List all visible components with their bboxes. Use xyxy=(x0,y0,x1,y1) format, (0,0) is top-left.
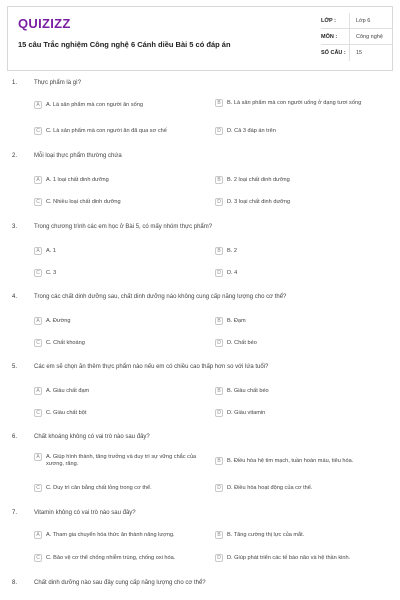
option-b[interactable] xyxy=(215,458,390,465)
meta-row-grade xyxy=(321,13,393,29)
option-text: C. Duy trì cân bằng chất lỏng trong cơ thể. xyxy=(46,485,152,491)
question-number: 2. xyxy=(12,153,18,159)
option-d[interactable] xyxy=(215,270,390,277)
option-letter-badge: B xyxy=(215,317,223,325)
option-letter-badge: D xyxy=(215,339,223,347)
option-a[interactable] xyxy=(34,454,204,468)
option-a[interactable] xyxy=(34,388,204,395)
question-number: 8. xyxy=(12,580,18,586)
option-b[interactable] xyxy=(215,100,390,107)
meta-value: 15 xyxy=(349,45,393,61)
option-letter-badge: C xyxy=(34,339,42,347)
question-6 xyxy=(0,434,400,491)
meta-label: MÔN : xyxy=(321,33,338,40)
question-text: Chất khoáng không có vai trò nào sau đây? xyxy=(34,434,150,440)
option-text: A. Giàu chất đạm xyxy=(46,388,90,394)
option-d[interactable] xyxy=(215,410,390,417)
option-c[interactable] xyxy=(34,410,204,417)
option-letter-badge: C xyxy=(34,554,42,562)
option-b[interactable] xyxy=(215,532,390,539)
option-b[interactable] xyxy=(215,177,390,184)
option-text: C. Bảo vệ cơ thể chống nhiễm trùng, chống oxi hóa. xyxy=(46,555,176,561)
option-letter-badge: A xyxy=(34,317,42,325)
option-letter-badge: D xyxy=(215,127,223,135)
option-letter-badge: A xyxy=(34,387,42,395)
question-text: Chất dinh dưỡng nào sau đây cung cấp năng lượng cho cơ thể? xyxy=(34,580,206,586)
option-d[interactable] xyxy=(215,485,390,492)
option-text: B. Đạm xyxy=(227,318,246,324)
option-letter-badge: B xyxy=(215,99,223,107)
question-1 xyxy=(0,80,400,134)
option-letter-badge: D xyxy=(215,554,223,562)
option-text: D. Điều hòa hoạt động của cơ thể. xyxy=(227,485,313,491)
option-letter-badge: D xyxy=(215,269,223,277)
question-7 xyxy=(0,510,400,561)
option-text: C. Chất khoáng xyxy=(46,340,85,346)
meta-label: LỚP : xyxy=(321,17,336,24)
option-c[interactable] xyxy=(34,485,204,492)
option-text: A. Giúp hình thành, tăng trưởng và duy trì sự vững chắc của xương, răng. xyxy=(46,454,197,467)
question-3 xyxy=(0,224,400,276)
option-text: A. Tham gia chuyển hóa thức ăn thành năng lượng. xyxy=(46,532,175,538)
option-a[interactable] xyxy=(34,177,204,184)
option-letter-badge: C xyxy=(34,198,42,206)
option-text: D. 3 loại chất dinh dưỡng xyxy=(227,199,291,205)
question-number: 7. xyxy=(12,510,18,516)
option-a[interactable] xyxy=(34,318,204,325)
option-text: B. Điều hòa hệ tim mạch, tuần hoàn máu, tiêu hóa. xyxy=(227,458,354,464)
option-d[interactable] xyxy=(215,555,390,562)
option-text: A. 1 loại chất dinh dưỡng xyxy=(46,177,109,183)
option-text: A. Là sản phẩm mà con người ăn sống xyxy=(46,102,143,108)
option-text: B. 2 loại chất dinh dưỡng xyxy=(227,177,290,183)
question-8 xyxy=(0,580,400,594)
option-b[interactable] xyxy=(215,388,390,395)
option-c[interactable] xyxy=(34,199,204,206)
worksheet-header xyxy=(7,6,393,71)
option-text: B. 2 xyxy=(227,248,237,254)
option-c[interactable] xyxy=(34,270,204,277)
option-letter-badge: A xyxy=(34,176,42,184)
option-letter-badge: A xyxy=(34,101,42,109)
option-d[interactable] xyxy=(215,199,390,206)
option-text: B. Tăng cường thị lực của mắt. xyxy=(227,532,305,538)
meta-value: Công nghệ xyxy=(349,29,393,44)
option-b[interactable] xyxy=(215,318,390,325)
question-5 xyxy=(0,364,400,416)
option-a[interactable] xyxy=(34,532,204,539)
option-text: C. 3 xyxy=(46,270,57,276)
question-text: Mỗi loại thực phẩm thường chứa xyxy=(34,153,122,159)
quizizz-logo[interactable]: QUIZIZZ xyxy=(18,16,71,31)
question-number: 1. xyxy=(12,80,18,86)
option-text: C. Giàu chất bột xyxy=(46,410,87,416)
option-letter-badge: D xyxy=(215,198,223,206)
question-number: 5. xyxy=(12,364,18,370)
option-text: A. 1 xyxy=(46,248,56,254)
option-a[interactable] xyxy=(34,102,204,109)
option-d[interactable] xyxy=(215,340,390,347)
option-letter-badge: A xyxy=(34,453,42,461)
option-letter-badge: A xyxy=(34,247,42,255)
question-number: 3. xyxy=(12,224,18,230)
option-letter-badge: C xyxy=(34,127,42,135)
meta-label: SỐ CÂU : xyxy=(321,50,346,56)
option-c[interactable] xyxy=(34,555,204,562)
meta-row-count xyxy=(321,45,393,61)
option-b[interactable] xyxy=(215,248,390,255)
option-a[interactable] xyxy=(34,248,204,255)
option-text: D. Giàu vitamin xyxy=(227,410,266,416)
option-letter-badge: C xyxy=(34,484,42,492)
page-title: 15 câu Trắc nghiệm Công nghệ 6 Cánh diều Bài 5 có đáp án xyxy=(18,40,231,49)
option-text: C. Là sản phẩm mà con người ăn đã qua sơ chế xyxy=(46,128,167,134)
option-letter-badge: D xyxy=(215,409,223,417)
option-letter-badge: A xyxy=(34,531,42,539)
question-text: Vitamin không có vai trò nào sau đây? xyxy=(34,510,136,516)
option-letter-badge: B xyxy=(215,247,223,255)
option-letter-badge: B xyxy=(215,531,223,539)
question-text: Trong chương trình các em học ở Bài 5, có mấy nhóm thực phẩm? xyxy=(34,224,213,230)
option-letter-badge: B xyxy=(215,176,223,184)
option-letter-badge: B xyxy=(215,457,223,465)
option-text: D. 4 xyxy=(227,270,238,276)
option-text: D. Chất béo xyxy=(227,340,257,346)
meta-row-subject xyxy=(321,29,393,45)
question-text: Các em sẽ chọn ăn thêm thực phẩm nào nếu em có chiều cao thấp hơn so với lứa tuổi? xyxy=(34,364,269,370)
question-text: Trong các chất dinh dưỡng sau, chất dinh dưỡng nào không cung cấp năng lượng cho cơ thể? xyxy=(34,294,287,300)
option-letter-badge: D xyxy=(215,484,223,492)
option-letter-badge: C xyxy=(34,269,42,277)
question-4 xyxy=(0,294,400,346)
question-number: 4. xyxy=(12,294,18,300)
option-text: A. Đường xyxy=(46,318,71,324)
option-text: C. Nhiều loại chất dinh dưỡng xyxy=(46,199,121,205)
option-letter-badge: B xyxy=(215,387,223,395)
meta-table xyxy=(321,13,393,61)
question-2 xyxy=(0,153,400,205)
question-text: Thực phẩm là gì? xyxy=(34,80,82,86)
option-text: B. Là sản phẩm mà con người uống ở dạng tươi sống xyxy=(227,100,362,106)
option-d[interactable] xyxy=(215,128,390,135)
option-c[interactable] xyxy=(34,340,204,347)
option-text: B. Giàu chất béo xyxy=(227,388,269,394)
meta-value: Lớp 6 xyxy=(349,13,393,28)
option-letter-badge: C xyxy=(34,409,42,417)
question-number: 6. xyxy=(12,434,18,440)
option-text: D. Giúp phát triển các tế bào não và hệ thần kinh. xyxy=(227,555,351,561)
option-text: D. Cả 3 đáp án trên xyxy=(227,128,276,134)
option-c[interactable] xyxy=(34,128,204,135)
